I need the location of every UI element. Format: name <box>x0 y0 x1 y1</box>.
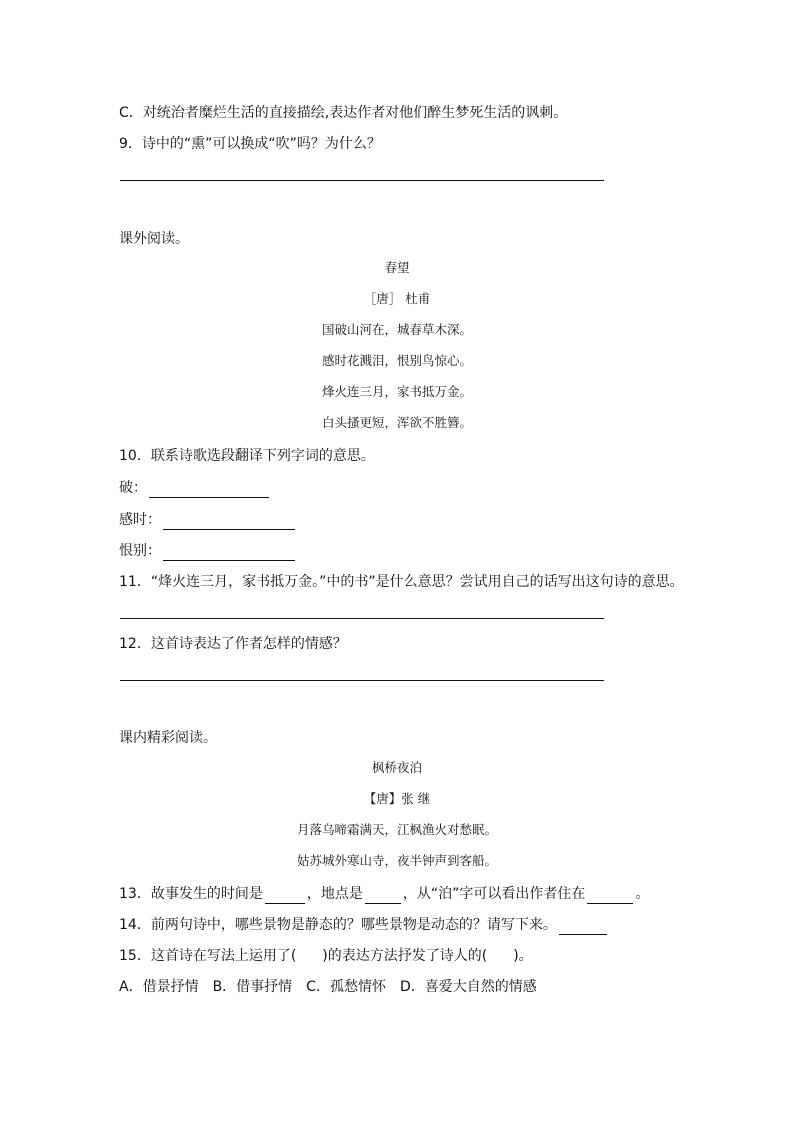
question-13 <box>119 884 649 904</box>
term-label-po: 破： <box>119 480 147 496</box>
q13-text-end: 。 <box>635 886 650 902</box>
poem-author-zhangji: 【唐】张 继 <box>363 791 431 806</box>
answer-line-11[interactable] <box>120 618 604 619</box>
q13-blank-lodging[interactable] <box>587 887 633 904</box>
option-c: C．对统治者糜烂生活的直接描绘,表达作者对他们醉生梦死生活的讽刺。 <box>119 105 568 121</box>
q14-text: 14．前两句诗中，哪些景物是静态的？哪些景物是动态的？请写下来。 <box>119 917 557 933</box>
term-blank-henbie[interactable] <box>163 544 295 561</box>
question-12: 12．这首诗表达了作者怎样的情感？ <box>119 636 347 652</box>
poem-line-2: 姑苏城外寒山寺，夜半钟声到客船。 <box>296 853 497 868</box>
term-blank-ganshi[interactable] <box>163 513 295 530</box>
term-row-po <box>119 478 271 498</box>
poem-author-dufu: ［唐］ 杜甫 <box>363 291 431 306</box>
term-blank-po[interactable] <box>149 481 269 498</box>
poem-title-chunwang: 春望 <box>384 260 410 275</box>
question-10: 10．联系诗歌选段翻译下列字词的意思。 <box>119 448 375 464</box>
question-9: 9．诗中的“熏”可以换成“吹”吗？为什么？ <box>119 136 381 152</box>
answer-line-9[interactable] <box>120 180 604 181</box>
poem-line-2: 感时花溅泪，恨别鸟惊心。 <box>321 353 472 368</box>
q15-text-a: 15．这首诗在写法上运用了( <box>119 948 297 964</box>
poem-line-4: 白头搔更短，浑欲不胜簪。 <box>321 415 472 430</box>
q13-text-place: ，地点是 <box>306 886 363 902</box>
question-15-options: A．借景抒情 B．借事抒情 C．孤愁情怀 D．喜爱大自然的情感 <box>119 979 537 995</box>
poem-line-1: 国破山河在，城春草木深。 <box>321 322 472 337</box>
question-11: 11．“烽火连三月，家书抵万金。”中的书”是什么意思？尝试用自己的话写出这句诗的意思。 <box>119 574 684 590</box>
question-14 <box>119 915 609 935</box>
term-label-ganshi: 感时： <box>119 512 161 528</box>
q13-text-lodging: ，从“泊”字可以看出作者住在 <box>402 886 586 902</box>
term-label-henbie: 恨别： <box>119 543 161 559</box>
q13-blank-time[interactable] <box>265 887 305 904</box>
question-15 <box>119 946 533 966</box>
q15-text-b: )的表达方法抒发了诗人的( <box>322 948 488 964</box>
section-heading-in-class: 课内精彩阅读。 <box>119 730 217 746</box>
term-row-ganshi <box>119 510 297 530</box>
answer-line-12[interactable] <box>120 680 604 681</box>
poem-title-fengqiao: 枫桥夜泊 <box>371 760 422 775</box>
q14-blank[interactable] <box>559 918 607 935</box>
q15-text-c: )。 <box>513 948 533 964</box>
section-heading-extracurricular: 课外阅读。 <box>119 231 189 247</box>
poem-line-1: 月落乌啼霜满天，江枫渔火对愁眠。 <box>296 822 497 837</box>
poem-line-3: 烽火连三月，家书抵万金。 <box>321 384 472 399</box>
q13-blank-place[interactable] <box>365 887 401 904</box>
q13-text-time: 13．故事发生的时间是 <box>119 886 263 902</box>
term-row-henbie <box>119 541 297 561</box>
